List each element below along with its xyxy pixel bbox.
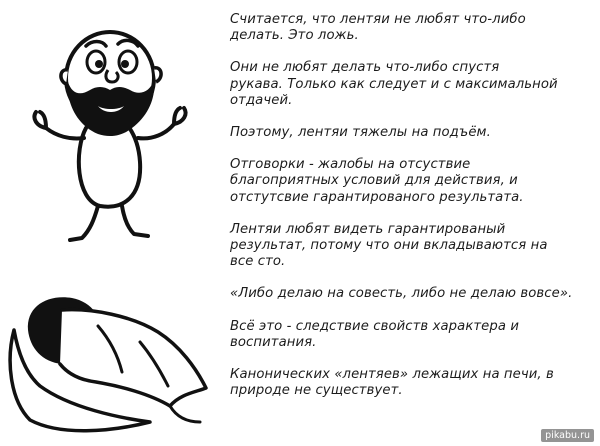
text-column [230, 12, 592, 415]
text-line: результат, потому что они вкладываются на [230, 238, 548, 254]
text-paragraph [230, 222, 592, 271]
bearded-man-illustration [0, 0, 230, 260]
man-left-leg [70, 206, 98, 240]
man-right-leg [122, 206, 148, 236]
text-paragraph [230, 319, 592, 351]
text-paragraph [230, 367, 592, 399]
man-right-hand [174, 108, 186, 124]
watermark: pikabu.ru [541, 429, 594, 442]
blanket [60, 310, 206, 406]
text-line: Они не любят делать что-либо спустя [230, 60, 500, 76]
blanket-edge [170, 406, 200, 422]
text-paragraph [230, 157, 592, 206]
man-nose [106, 70, 118, 82]
text-line: благоприятных условий для действия, и [230, 173, 518, 189]
text-line: природе не существует. [230, 383, 403, 399]
text-line: Поэтому, лентяи тяжелы на подъём. [230, 125, 491, 141]
man-body [79, 126, 140, 207]
text-line: Лентяи любят видеть гарантированый [230, 221, 506, 237]
text-paragraph [230, 60, 592, 109]
man-left-arm [46, 128, 84, 139]
text-paragraph [230, 125, 592, 141]
man-right-arm [138, 124, 174, 138]
text-line: отдачей. [230, 92, 293, 108]
text-line: все сто. [230, 254, 286, 270]
text-paragraph [230, 12, 592, 44]
sleeping-person-illustration [0, 290, 230, 440]
text-line: отстутсвие гарантированого результата. [230, 189, 524, 205]
text-line: Отговорки - жалобы на отсуствие [230, 157, 471, 173]
text-line: рукава. Только как следует и с максимальной [230, 76, 558, 92]
text-line: Всё это - следствие свойств характера и [230, 318, 519, 334]
man-head [61, 32, 161, 136]
text-line: «Либо делаю на совесть, либо не делаю вовсе». [230, 286, 573, 302]
text-line: Считается, что лентяи не любят что-либо [230, 12, 526, 27]
text-line: делать. Это ложь. [230, 28, 359, 44]
text-line: Канонических «лентяев» лежащих на печи, в [230, 367, 554, 383]
man-left-hand [34, 112, 46, 128]
text-paragraph [230, 286, 592, 302]
text-line: воспитания. [230, 334, 317, 350]
